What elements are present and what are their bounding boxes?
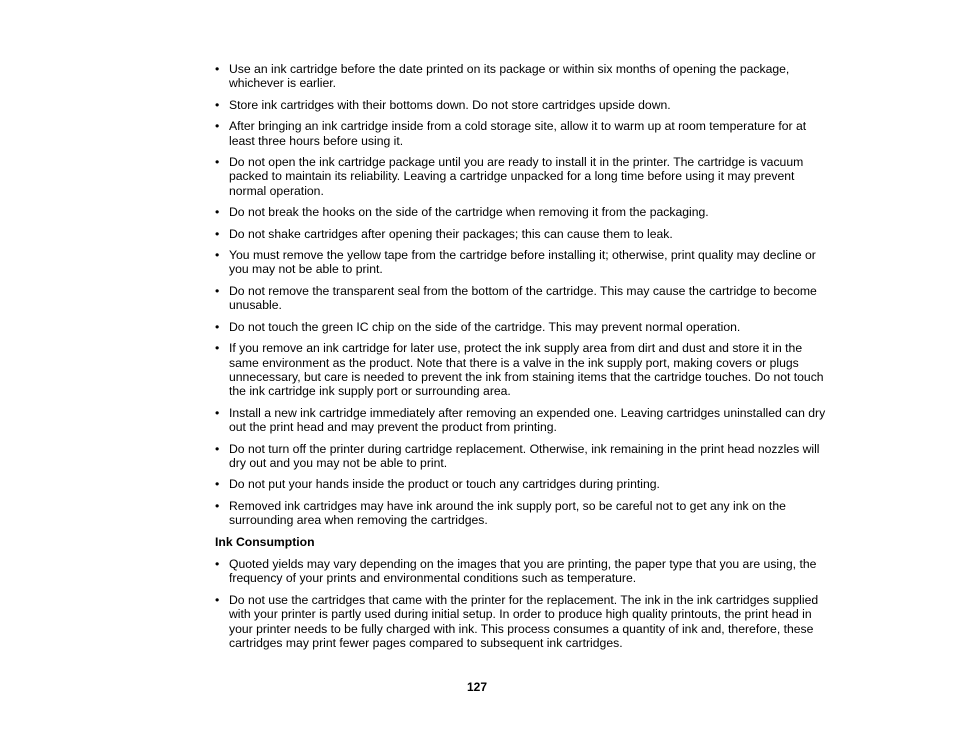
bullet-glyph: • [215, 441, 220, 456]
list-item-text: Use an ink cartridge before the date printed on its package or within six months of opening the package, whichever is earlier. [229, 62, 790, 91]
list-item [215, 477, 830, 491]
list-item-text: Store ink cartridges with their bottoms down. Do not store cartridges upside down. [229, 97, 671, 112]
bullet-glyph: • [215, 319, 220, 334]
list-item-text: Do not shake cartridges after opening their packages; this can cause them to leak. [229, 226, 673, 241]
list-item [215, 248, 830, 277]
list-item-text: Install a new ink cartridge immediately after removing an expended one. Leaving cartridges uninstalled can dry out the print head and may prevent the product from printing. [229, 405, 826, 435]
list-item [215, 119, 830, 148]
list-item [215, 98, 830, 112]
list-item [215, 442, 830, 471]
list-item [215, 593, 830, 651]
bullet-glyph: • [215, 155, 220, 170]
bullet-glyph: • [215, 556, 220, 571]
bullet-glyph: • [215, 97, 220, 112]
page-content [215, 62, 830, 657]
bullet-glyph: • [215, 341, 220, 356]
list-item [215, 284, 830, 313]
bullet-glyph: • [215, 592, 220, 607]
list-item-text: You must remove the yellow tape from the cartridge before installing it; otherwise, print quality may decline or you may not be able to print. [229, 248, 816, 277]
list-item [215, 557, 830, 586]
list-item-text: Removed ink cartridges may have ink around the ink supply port, so be careful not to get any ink on the surrounding area when removing the cartridges. [229, 498, 786, 528]
page-number: 127 [466, 680, 488, 694]
list-item-text: Do not remove the transparent seal from the bottom of the cartridge. This may cause the cartridge to become unusable. [229, 283, 817, 313]
bullet-glyph: • [215, 477, 220, 492]
bullet-glyph: • [215, 226, 220, 241]
section-heading: Ink Consumption [215, 534, 315, 549]
bullet-glyph: • [215, 248, 220, 263]
list-item-text: Do not touch the green IC chip on the side of the cartridge. This may prevent normal operation. [229, 319, 741, 334]
list-item [215, 341, 830, 399]
list-item-text: Do not put your hands inside the product or touch any cartridges during printing. [229, 477, 660, 492]
list-item [215, 320, 830, 334]
list-item-text: Quoted yields may vary depending on the images that you are printing, the paper type that you are using, the frequency of your prints and environmental conditions such as temperature. [229, 556, 817, 586]
list-item [215, 205, 830, 219]
ink-consumption-list [215, 557, 830, 650]
bullet-glyph: • [215, 498, 220, 513]
list-item-text: Do not turn off the printer during cartridge replacement. Otherwise, ink remaining in the print head nozzles will dry out and you may not be able to print. [229, 441, 820, 470]
list-item [215, 227, 830, 241]
list-item-text: Do not use the cartridges that came with the printer for the replacement. The ink in the ink cartridges supplied with your printer is partly used during initial setup. In order to produce high quality printouts, the print head in your printer needs to be fully charged with ink. This process consumes a quantity of ink and, therefore, these cartridges may print fewer pages compared to subsequent ink cartridges. [229, 592, 819, 650]
list-item [215, 155, 830, 198]
list-item [215, 406, 830, 435]
bullet-glyph: • [215, 283, 220, 298]
bullet-glyph: • [215, 62, 220, 76]
bullet-glyph: • [215, 119, 220, 134]
list-item [215, 499, 830, 528]
list-item-text: Do not open the ink cartridge package until you are ready to install it in the printer. The cartridge is vacuum packed to maintain its reliability. Leaving a cartridge unpacked for a long time before using it may prevent normal operation. [229, 155, 804, 198]
bullet-glyph: • [215, 205, 220, 220]
list-item-text: If you remove an ink cartridge for later use, protect the ink supply area from dirt and dust and store it in the same environment as the product. Note that there is a valve in the ink supply port, making covers or plugs unnecessary, but care is needed to prevent the ink from staining items that the cartridge touches. Do not touch the ink cartridge ink supply port or surrounding area. [229, 341, 824, 399]
list-item [215, 62, 830, 91]
storage-precautions-list [215, 62, 830, 528]
list-item-text: Do not break the hooks on the side of the cartridge when removing it from the packaging. [229, 205, 709, 220]
list-item-text: After bringing an ink cartridge inside from a cold storage site, allow it to warm up at room temperature for at least three hours before using it. [229, 119, 807, 148]
bullet-glyph: • [215, 405, 220, 420]
